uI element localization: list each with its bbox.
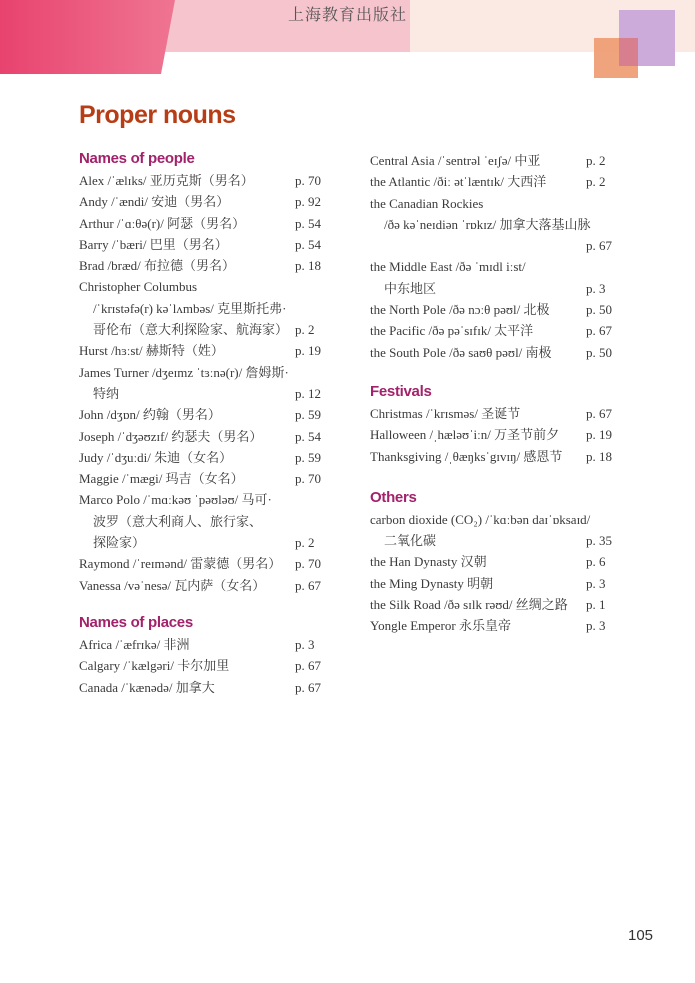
entry-page-ref: p. 67 [586,405,612,421]
entry-page-ref: p. 59 [295,449,321,465]
others-list [370,509,612,637]
left-column [79,148,325,698]
entry-text: carbon dioxide (CO₂) /ˈkɑːbən daɪˈɒksaɪd/ [370,511,591,527]
entry-page-ref: p. 2 [295,322,315,338]
index-entry-line [370,424,612,445]
index-entry-line [79,255,325,276]
index-entry-line [79,447,325,468]
section-heading-others: Others [370,488,417,506]
entry-text: Christmas /ˈkrɪsməs/ 圣诞节 [370,405,521,421]
places-list [79,634,325,698]
entry-text: Christopher Columbus [79,279,198,295]
entry-text: the Canadian Rockies [370,195,484,211]
entry-text: Judy /ˈdʒuːdi/ 朱迪（女名） [79,449,233,465]
index-entry-line [79,276,325,297]
entry-text: Halloween /ˌhæləʊˈiːn/ 万圣节前夕 [370,427,560,443]
index-entry-line [370,594,608,615]
entry-page-ref: p. 2 [586,174,606,190]
index-entry-line [79,677,325,698]
index-entry-line [370,551,608,572]
entry-page-ref: p. 70 [295,471,321,487]
index-entry-line [370,573,608,594]
entry-page-ref: p. 2 [295,535,315,551]
people-list [79,170,325,596]
index-entry-line [79,655,325,676]
entry-text: Canada /ˈkænədə/ 加拿大 [79,679,215,695]
index-entry-line [79,234,325,255]
entry-text: Raymond /ˈreɪmənd/ 雷蒙德（男名） [79,556,282,572]
section-heading-places: Names of places [79,613,193,631]
right-column [370,150,612,637]
entry-page-ref: p. 50 [586,302,612,318]
index-entry-line [79,575,325,596]
section-heading-festivals: Festivals [370,382,432,400]
entry-page-ref: p. 2 [586,153,606,168]
index-entry-line [79,553,325,574]
entry-text: /ðə kəˈneɪdiən ˈrɒkɪz/ 加拿大落基山脉 [384,216,591,232]
index-entry-line [370,403,612,424]
entry-page-ref: p. 67 [295,577,321,593]
entry-page-ref: p. 3 [295,636,315,652]
index-entry-line [79,383,325,404]
section-heading-people: Names of people [79,150,195,167]
page-title: Proper nouns [79,101,236,129]
index-entry-line [79,426,325,447]
index-entry-line [370,342,612,363]
index-entry-line [370,150,608,171]
entry-text: Brad /bræd/ 布拉德（男名） [79,258,235,274]
index-entry-line [79,532,325,553]
entry-page-ref: p. 18 [295,258,321,274]
entry-page-ref: p. 50 [586,344,612,360]
index-entry-line [79,468,325,489]
index-entry-line [79,362,325,383]
entry-text: Calgary /ˈkælgəri/ 卡尔加里 [79,658,230,674]
entry-page-ref: p. 54 [295,236,321,252]
entry-page-ref: p. 67 [586,323,612,339]
entry-page-ref: p. 70 [295,556,321,572]
festivals-list [370,403,612,467]
index-entry-line [79,404,325,425]
entry-page-ref: p. 35 [586,533,612,549]
entry-page-ref: p. 92 [295,194,321,210]
entry-text: John /dʒɒn/ 约翰（男名） [79,407,221,423]
entry-page-ref: p. 59 [295,407,321,423]
entry-text: Central Asia /ˈsentrəl ˈeɪʃə/ 中亚 [370,153,541,168]
entry-page-ref: p. 67 [295,679,321,695]
entry-text: the Atlantic /ðiː ətˈlæntɪk/ 大西洋 [370,174,547,190]
index-entry-line [370,256,608,277]
entry-page-ref: p. 70 [295,173,321,188]
entry-text: Vanessa /vəˈnesə/ 瓦内萨（女名） [79,577,266,593]
index-entry-line [370,193,608,214]
entry-text: Yongle Emperor 永乐皇帝 [370,618,511,634]
entry-text: Alex /ˈælɪks/ 亚历克斯（男名） [79,173,254,188]
index-entry-line [370,530,612,551]
entry-text: Marco Polo /ˈmɑːkəʊ ˈpəʊləʊ/ 马可· [79,492,272,508]
index-entry-line [370,446,612,467]
entry-text: the Ming Dynasty 明朝 [370,575,494,591]
index-entry-line [79,340,325,361]
entry-text: /ˈkrɪstəfə(r) kəˈlʌmbəs/ 克里斯托弗· [93,300,287,316]
index-entry-line [370,214,608,235]
entry-text: Andy /ˈændi/ 安迪（男名） [79,194,230,210]
entry-text: 波罗（意大利商人、旅行家、 [93,513,263,529]
entry-page-ref: p. 3 [586,280,606,296]
index-entry-line [79,170,325,191]
entry-text: Joseph /ˈdʒəʊzɪf/ 约瑟夫（男名） [79,428,263,444]
entry-text: 探险家） [93,535,146,551]
entry-page-ref: p. 6 [586,554,606,570]
index-entry-line [370,235,612,256]
entry-page-ref: p. 67 [295,658,321,674]
index-entry-line [370,320,612,341]
entry-page-ref: p. 67 [586,238,612,254]
index-entry-line [79,213,325,234]
decorative-square [619,38,638,66]
entry-page-ref: p. 18 [586,448,612,464]
index-entry-line [79,298,325,319]
entry-page-ref: p. 54 [295,215,321,231]
index-entry-line [370,171,608,192]
entry-text: the North Pole /ðə nɔːθ pəʊl/ 北极 [370,302,550,318]
entry-page-ref: p. 19 [586,427,612,443]
index-entry-line [79,191,325,212]
index-entry-line [370,299,612,320]
index-entry-line [79,489,325,510]
index-entry-line [79,319,325,340]
index-entry-line [370,615,608,636]
entry-text: Barry /ˈbæri/ 巴里（男名） [79,236,228,252]
index-entry-line [79,634,325,655]
entry-text: 特纳 [93,385,120,401]
entry-text: the Middle East /ðə ˈmɪdl iːst/ [370,259,526,275]
entry-page-ref: p. 3 [586,575,606,591]
entry-text: the Han Dynasty 汉朝 [370,554,487,570]
entry-text: 哥伦布（意大利探险家、航海家） [93,322,289,338]
entry-page-ref: p. 54 [295,428,321,444]
entry-page-ref: p. 3 [586,618,606,634]
entry-text: Africa /ˈæfrɪkə/ 非洲 [79,636,190,652]
entry-text: Maggie /ˈmægi/ 玛吉（女名） [79,471,244,487]
entry-page-ref: p. 1 [586,597,606,613]
entry-text: Thanksgiving /ˌθæŋksˈgɪvɪŋ/ 感恩节 [370,448,563,464]
entry-text: 中东地区 [384,280,437,296]
page-number: 105 [628,927,654,944]
entry-text: the South Pole /ðə saʊθ pəʊl/ 南极 [370,344,552,360]
places-list-continued [370,150,612,363]
publisher-name: 上海教育出版社 [287,7,407,24]
entry-text: Arthur /ˈɑːθə(r)/ 阿瑟（男名） [79,215,246,231]
index-entry-line [79,511,325,532]
index-entry-line [370,278,608,299]
entry-text: 二氧化碳 [384,533,437,549]
entry-text: the Silk Road /ðə sɪlk rəʊd/ 丝绸之路 [370,597,568,613]
entry-text: the Pacific /ðə pəˈsɪfɪk/ 太平洋 [370,323,534,339]
entry-text: Hurst /hɜːst/ 赫斯特（姓） [79,343,224,359]
index-entry-line [370,509,608,530]
entry-text: James Turner /dʒeɪmz ˈtɜːnə(r)/ 詹姆斯· [79,364,289,380]
entry-page-ref: p. 12 [295,385,321,401]
entry-page-ref: p. 19 [295,343,321,359]
